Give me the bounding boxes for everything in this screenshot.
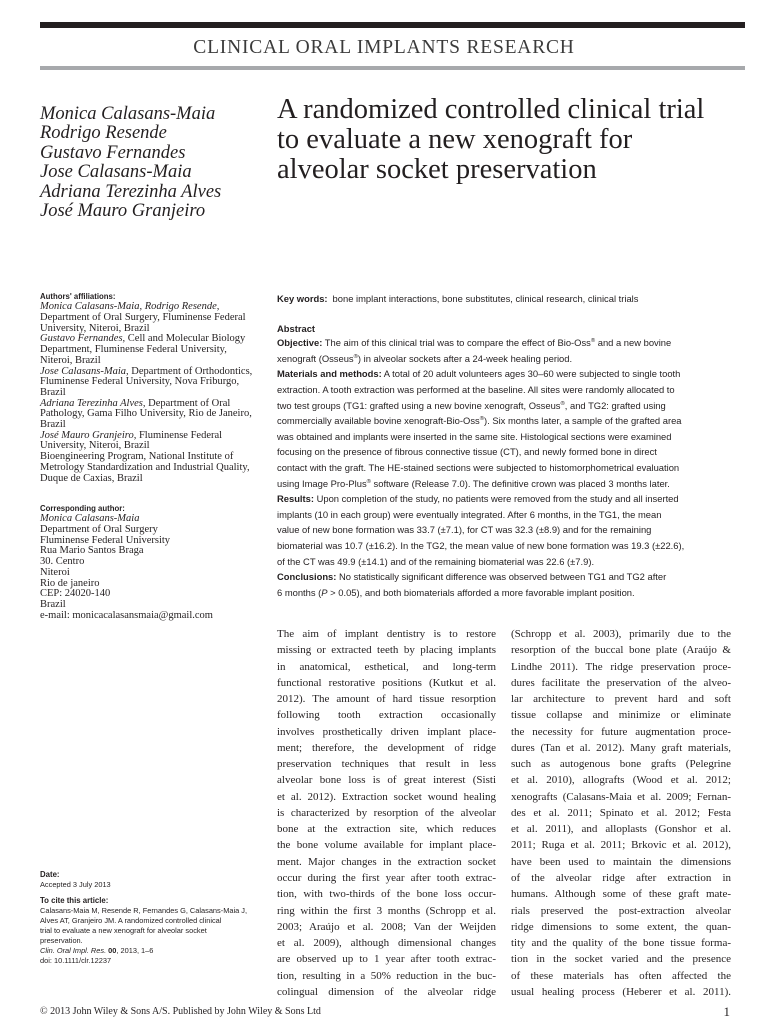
line-text: The aim of this clinical trial was to compare the effect of Bio-Oss bbox=[322, 337, 591, 349]
affiliation-line: Department, Fluminense Federal University, bbox=[40, 344, 227, 356]
corresponding-author-line: e-mail: monicacalasansmaia@gmail.com bbox=[40, 609, 213, 621]
body-line: et al. 2011), and alloplasts (Gonshor et al. bbox=[511, 823, 731, 836]
abstract-line bbox=[277, 366, 743, 382]
italic-text: Jose Calasans-Maia, bbox=[40, 365, 129, 377]
article-title bbox=[277, 95, 737, 185]
corresponding-author-line: Department of Oral Surgery bbox=[40, 524, 158, 535]
registered-mark: ® bbox=[560, 400, 565, 407]
body-line: (Schropp et al. 2003), primarily due to the bbox=[511, 628, 731, 640]
body-line: Lindhe 2011). The ridge preservation proce- bbox=[511, 660, 731, 673]
keywords-text: bone implant interactions, bone substitutes, clinical research, clinical trials bbox=[332, 293, 639, 304]
italic-text: José Mauro Granjeiro, bbox=[40, 429, 137, 441]
line-text: , and TG2: grafted using bbox=[564, 399, 666, 411]
corresponding-author-block bbox=[40, 504, 268, 622]
body-line: ring within the first 3 months (Schropp et al. bbox=[277, 904, 496, 917]
corresponding-author-heading: Corresponding author: bbox=[40, 503, 125, 513]
abstract-line bbox=[277, 413, 743, 429]
registered-mark: ® bbox=[590, 338, 596, 345]
author-name: Rodrigo Resende bbox=[40, 123, 167, 144]
title-line: alveolar socket preservation bbox=[277, 154, 597, 185]
body-line: in anatomical, esthetical, and long-term bbox=[277, 660, 496, 673]
bold-label: Conclusions: bbox=[277, 571, 337, 583]
keywords-line bbox=[277, 293, 745, 305]
body-line: tion, with two-thirds of the bone loss occur- bbox=[277, 888, 496, 901]
page-number: 1 bbox=[723, 1004, 730, 1019]
abstract-line bbox=[277, 335, 743, 351]
body-line: colingual dimension of the alveolar ridge bbox=[277, 985, 496, 998]
article-meta-block bbox=[40, 870, 268, 967]
bold-label: Results: bbox=[277, 493, 314, 505]
line-text: using Image Pro-Plus bbox=[277, 477, 367, 489]
affiliation-line: Brazil bbox=[40, 419, 66, 431]
keywords-label: Key words: bbox=[277, 293, 328, 304]
line-text: Department of Oral bbox=[145, 397, 231, 409]
citation-lines bbox=[40, 906, 268, 966]
body-line: tissue collapse and minimize or eliminate bbox=[511, 709, 731, 722]
abstract-line bbox=[277, 585, 743, 601]
corresponding-author-lines bbox=[40, 514, 268, 621]
body-line: 2003; Araújo et al. 2008; Van der Weijden bbox=[277, 920, 496, 933]
affiliation-line: University, Niteroi, Brazil bbox=[40, 440, 150, 452]
abstract-line: extraction. A tooth extraction was performed at the baseline. All sites were randomly allocated to bbox=[277, 383, 675, 395]
affiliations-block bbox=[40, 292, 268, 485]
line-text: xenograft (Osseus bbox=[277, 352, 354, 364]
body-line: 2012). The amount of hard tissue resorption bbox=[277, 693, 496, 706]
line-text: Department of Orthodontics, bbox=[128, 365, 253, 377]
author-name: Adriana Terezinha Alves bbox=[40, 181, 222, 202]
abstract-line: implants (10 in each group) were eventually integrated. After 6 months, in the TG1, the mean bbox=[277, 508, 662, 520]
body-line: ridge dimensions to some extent, the quan- bbox=[511, 920, 731, 933]
line-text: Fluminense Federal bbox=[136, 429, 223, 441]
line-text: and a new bovine bbox=[595, 337, 672, 349]
body-line: the necessity for future augmentation proce- bbox=[511, 725, 731, 738]
bold-label: Objective: bbox=[277, 337, 323, 349]
line-text: Cell and Molecular Biology bbox=[125, 333, 246, 345]
body-line: The aim of implant dentistry is to restore bbox=[277, 628, 496, 640]
body-line: lar architecture to prevent hard and soft bbox=[511, 693, 731, 706]
body-line: tion, resulting in a 50% reduction in the buc- bbox=[277, 969, 496, 982]
line-text: Upon completion of the study, no patients were removed from the study and all inserted bbox=[314, 493, 679, 505]
body-line: dures facilitate the preservation of the alveo- bbox=[511, 676, 731, 689]
corresponding-author-line: Fluminense Federal University bbox=[40, 534, 171, 546]
abstract-line: value of new bone formation was 33.7 (±7.1), for CT was 32.3 (±8.9) and for the remaining bbox=[277, 524, 652, 536]
body-line: alveolar bone loss is of great interest (Sisti bbox=[277, 774, 496, 787]
line-text: > 0.05), and both biomaterials afforded a more favorable implant position. bbox=[327, 586, 635, 598]
bold-label: Materials and methods: bbox=[277, 368, 382, 380]
italic-text: Monica Calasans-Maia, Rodrigo Resende, bbox=[40, 301, 220, 313]
body-line: 2011; Ruga et al. 2011; Brkovic et al. 2012), bbox=[511, 839, 731, 852]
body-column-left bbox=[277, 626, 496, 1000]
line-text: commercially available bovine xenograft-Bio-Oss bbox=[277, 415, 480, 427]
body-line: functional restorative positions (Kutkut et al. bbox=[277, 676, 496, 689]
corresponding-author-line: 30. Centro bbox=[40, 556, 85, 568]
affiliation-line: Duque de Caxias, Brazil bbox=[40, 472, 143, 484]
line-text: 6 months ( bbox=[277, 586, 322, 598]
author-name: Jose Calasans-Maia bbox=[40, 162, 192, 183]
registered-mark: ® bbox=[479, 416, 484, 423]
copyright-notice: © 2013 John Wiley & Sons A/S. Published by John Wiley & Sons Ltd bbox=[40, 1006, 321, 1017]
body-line: of these materials has often affected the bbox=[511, 969, 731, 982]
body-column-right bbox=[511, 626, 731, 1000]
citation-line: trial to evaluate a new xenograft for alveolar socket bbox=[40, 926, 207, 936]
body-line: rials preserved the post-extraction alveolar bbox=[511, 904, 731, 917]
body-line: such as autogenous bone grafts (Pelegrine bbox=[511, 758, 731, 771]
citation-line: preservation. bbox=[40, 936, 83, 946]
registered-mark: ® bbox=[366, 478, 371, 485]
corresponding-author-line: CEP: 24020-140 bbox=[40, 588, 111, 600]
corresponding-author-line: Rua Mario Santos Braga bbox=[40, 545, 144, 557]
affiliations-lines bbox=[40, 302, 268, 484]
affiliation-line: Brazil bbox=[40, 386, 66, 398]
body-line: have been used to maintain the dimensions bbox=[511, 855, 731, 868]
body-line: et al. 2012). Extraction socket wound healing bbox=[277, 790, 496, 803]
affiliations-heading: Authors' affiliations: bbox=[40, 291, 116, 301]
line-text: two test groups (TG1: grafted using a new bovine xenograft, Osseus bbox=[277, 399, 561, 411]
italic-text: Monica Calasans-Maia bbox=[40, 513, 140, 525]
affiliation-line: Bioengineering Program, National Institute of bbox=[40, 451, 234, 463]
body-line: des et al. 2011; Spinato et al. 2012; Festa bbox=[511, 806, 731, 819]
line-text: ) in alveolar sockets after a 24-week healing period. bbox=[357, 352, 573, 364]
author-list bbox=[40, 105, 265, 221]
abstract-line: of the CT was 49.9 (±14.1) and of the remaining biomaterial was 22.6 (±7.9). bbox=[277, 555, 595, 567]
corresponding-author-line: Brazil bbox=[40, 598, 66, 610]
body-line: humans. Although some of these graft mate- bbox=[511, 888, 731, 901]
author-name: José Mauro Granjeiro bbox=[40, 201, 206, 222]
abstract-heading: Abstract bbox=[277, 323, 316, 334]
affiliation-line: University, Niteroi, Brazil bbox=[40, 322, 150, 334]
body-line: missing or extracted teeth by placing implants bbox=[277, 644, 496, 657]
body-line: et al. 2009), although dimensional changes bbox=[277, 937, 496, 950]
body-line: the bone volume available for implant place- bbox=[277, 839, 496, 852]
abstract-line: focusing on the presence of fibrous connective tissue (CT), and newly formed bone in direct bbox=[277, 446, 657, 458]
corresponding-author-line: Rio de janeiro bbox=[40, 577, 100, 589]
abstract-line: biomaterial was 10.7 (±16.2). In the TG2, the mean value of new bone formation was 19.3 (±22.6), bbox=[277, 539, 685, 551]
body-line: tity and the quality of the bone tissue forma- bbox=[511, 937, 731, 950]
abstract-line: contact with the graft. The HE-stained sections were subjected to histomorphometrical evaluation bbox=[277, 461, 680, 473]
body-line: involves prosthetically driven implant place- bbox=[277, 725, 496, 738]
citation-line bbox=[40, 946, 268, 956]
line-text: No statistically significant difference was observed between TG1 and TG2 after bbox=[336, 571, 667, 583]
italic-text: Gustavo Fernandes, bbox=[40, 333, 126, 345]
abstract-line bbox=[277, 569, 743, 585]
body-line: are observed up to 1 year after tooth extrac- bbox=[277, 953, 496, 966]
affiliation-line: Fluminense Federal University, Nova Friburgo, bbox=[40, 376, 240, 388]
bold-label: 00 bbox=[106, 946, 117, 956]
abstract-line bbox=[277, 398, 743, 414]
author-name: Monica Calasans-Maia bbox=[40, 104, 216, 124]
body-line: dures (Tan et al. 2012). Many graft materials, bbox=[511, 741, 731, 754]
body-line: preservation techniques that result in less bbox=[277, 758, 496, 771]
body-line: occur during the first year after tooth extrac- bbox=[277, 871, 496, 884]
date-heading: Date: bbox=[40, 869, 60, 879]
body-line: ment. Major changes in the extraction socket bbox=[277, 855, 496, 868]
line-text: , 2013, 1–6 bbox=[116, 946, 154, 956]
affiliation-line: Niteroi, Brazil bbox=[40, 354, 101, 366]
corresponding-author-line: Niteroi bbox=[40, 566, 70, 578]
line-text: software (Release 7.0). The definitive crown was placed 3 months later. bbox=[370, 477, 670, 489]
body-line: resorption of the buccal bone plate (Araújo & bbox=[511, 644, 731, 657]
body-line: bone at the extraction site, which reduces bbox=[277, 823, 496, 836]
body-line: usual healing process (Heberer et al. 2011). bbox=[511, 985, 731, 998]
citation-line: Alves AT, Granjeiro JM. A randomized controlled clinical bbox=[40, 916, 222, 926]
body-line: is characterized by resorption of the alveolar bbox=[277, 806, 496, 819]
italic-text: Adriana Terezinha Alves, bbox=[40, 397, 146, 409]
citation-heading: To cite this article: bbox=[40, 895, 109, 905]
body-line: et al. 2010), allografts (Wood et al. 2012; bbox=[511, 774, 731, 787]
affiliation-line: Metrology Standardization and Industrial Quality, bbox=[40, 461, 250, 473]
header-top-rule bbox=[40, 22, 745, 28]
body-line: of the alveolar ridge after extraction in bbox=[511, 871, 731, 884]
line-text: ). Six months later, a sample of the grafted area bbox=[484, 415, 682, 427]
citation-line: doi: 10.1111/clr.12237 bbox=[40, 956, 112, 966]
italic-text: P bbox=[321, 586, 328, 598]
body-line: following tooth extraction occasionally bbox=[277, 709, 496, 722]
affiliation-line: Pathology, Gama Filho University, Rio de Janeiro, bbox=[40, 408, 252, 420]
citation-line: Calasans-Maia M, Resende R, Fernandes G, Calasans-Maia J, bbox=[40, 906, 248, 916]
body-line: ment; therefore, the development of ridge bbox=[277, 741, 496, 754]
abstract-line bbox=[277, 491, 743, 507]
header-bottom-rule bbox=[40, 66, 745, 70]
abstract-text bbox=[277, 335, 743, 600]
accepted-date: Accepted 3 July 2013 bbox=[40, 880, 111, 890]
body-line: xenografts (Calasans-Maia et al. 2009; Fernan- bbox=[511, 790, 731, 803]
title-line: A randomized controlled clinical trial bbox=[277, 94, 705, 125]
registered-mark: ® bbox=[353, 353, 358, 360]
journal-name: CLINICAL ORAL IMPLANTS RESEARCH bbox=[193, 37, 575, 58]
body-line: tion in the socket varied and the presence bbox=[511, 953, 731, 966]
line-text: A total of 20 adult volunteers ages 30–60 were subjected to single tooth bbox=[381, 368, 681, 380]
italic-text: Clin. Oral Impl. Res. bbox=[40, 946, 107, 956]
abstract-line bbox=[277, 476, 743, 492]
abstract-line: was obtained and implants were inserted in the same site. Histological sections were examined bbox=[277, 430, 672, 442]
author-name: Gustavo Fernandes bbox=[40, 142, 186, 163]
title-line: to evaluate a new xenograft for bbox=[277, 124, 633, 155]
affiliation-line: Department of Oral Surgery, Fluminense Federal bbox=[40, 312, 246, 323]
abstract-line bbox=[277, 351, 743, 367]
